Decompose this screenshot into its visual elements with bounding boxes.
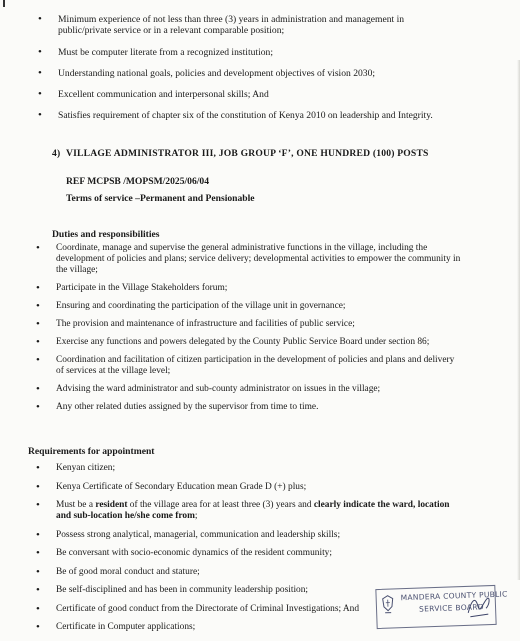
list-item: • Excellent communication and interpersonal skills; And [36,89,456,100]
position-title-text: VILLAGE ADMINISTRATOR III, JOB GROUP ‘F’, ONE HUNDRED (100) POSTS [66,148,429,159]
coat-of-arms-icon [380,593,397,616]
experience-requirements-list [36,14,456,132]
list-item: • Exercise any functions and powers delegated by the County Public Service Board under section 86; [34,337,462,348]
scan-mark [3,0,5,7]
list-item: • Minimum experience of not less than three (3) years in administration and management in public/private service or in a relevant comparable position; [36,14,456,36]
list-item: • Participate in the Village Stakeholders forum; [34,283,462,294]
residency-post: ; [194,511,198,521]
requirements-heading: Requirements for appointment [28,446,155,457]
list-item-residency [34,500,466,522]
stamp-line-2: SERVICE BOARD [418,602,484,614]
section-number: 4) [52,148,61,159]
list-item: • Possess strong analytical, managerial, communication and leadership skills; [34,530,466,541]
duties-heading: Duties and responsibilities [52,229,160,240]
list-item: • Advising the ward administrator and sub-county administrator on issues in the village; [34,384,462,395]
residency-bold-indicate: clearly indicate the ward, location and sub-location he/she come from [56,500,450,521]
list-item: • Be conversant with socio-economic dynamics of the resident community; [34,548,466,559]
terms-of-service: Terms of service –Permanent and Pensionable [66,193,255,204]
duties-list [34,243,462,420]
residency-pre: Must be a [56,500,96,510]
reference-number: REF MCPSB /MOPSM/2025/06/04 [66,176,210,187]
list-item: • Be self-disciplined and has been in community leadership position; [34,585,466,596]
signature-icon [466,592,493,621]
list-item: • Ensuring and coordinating the participation of the village unit in governance; [34,301,462,312]
stamp-line-1: MANDERA COUNTY PUBLIC [400,589,508,603]
list-item: • Coordinate, manage and supervise the general administrative functions in the village, including the development of policies and plans; service delivery; developmental activities to empower the community in the village; [34,243,462,276]
section-heading [52,148,452,159]
list-item: • Understanding national goals, policies and development objectives of vision 2030; [36,68,456,79]
list-item: • Must be computer literate from a recognized institution; [36,47,456,58]
list-item: • Kenya Certificate of Secondary Education mean Grade D (+) plus; [34,482,466,493]
residency-mid: of the village area for at least three (3) years and [127,500,314,510]
list-item: • Kenyan citizen; [34,463,466,474]
list-item: • Satisfies requirement of chapter six of the constitution of Kenya 2010 on leadership and Integrity. [36,110,456,121]
list-item: • The provision and maintenance of infrastructure and facilities of public service; [34,319,462,330]
board-stamp [375,585,508,629]
position-title [52,148,452,159]
list-item: • Certificate of good conduct from the Directorate of Criminal Investigations; And [34,604,466,615]
residency-bold-resident: resident [95,500,128,510]
list-item: • Certificate in Computer applications; [34,622,466,633]
list-item: • Coordination and facilitation of citizen participation in the development of policies and plans and delivery of services at the village level; [34,355,462,377]
list-item: • Any other related duties assigned by the supervisor from time to time. [34,402,462,413]
list-item: • Be of good moral conduct and stature; [34,567,466,578]
